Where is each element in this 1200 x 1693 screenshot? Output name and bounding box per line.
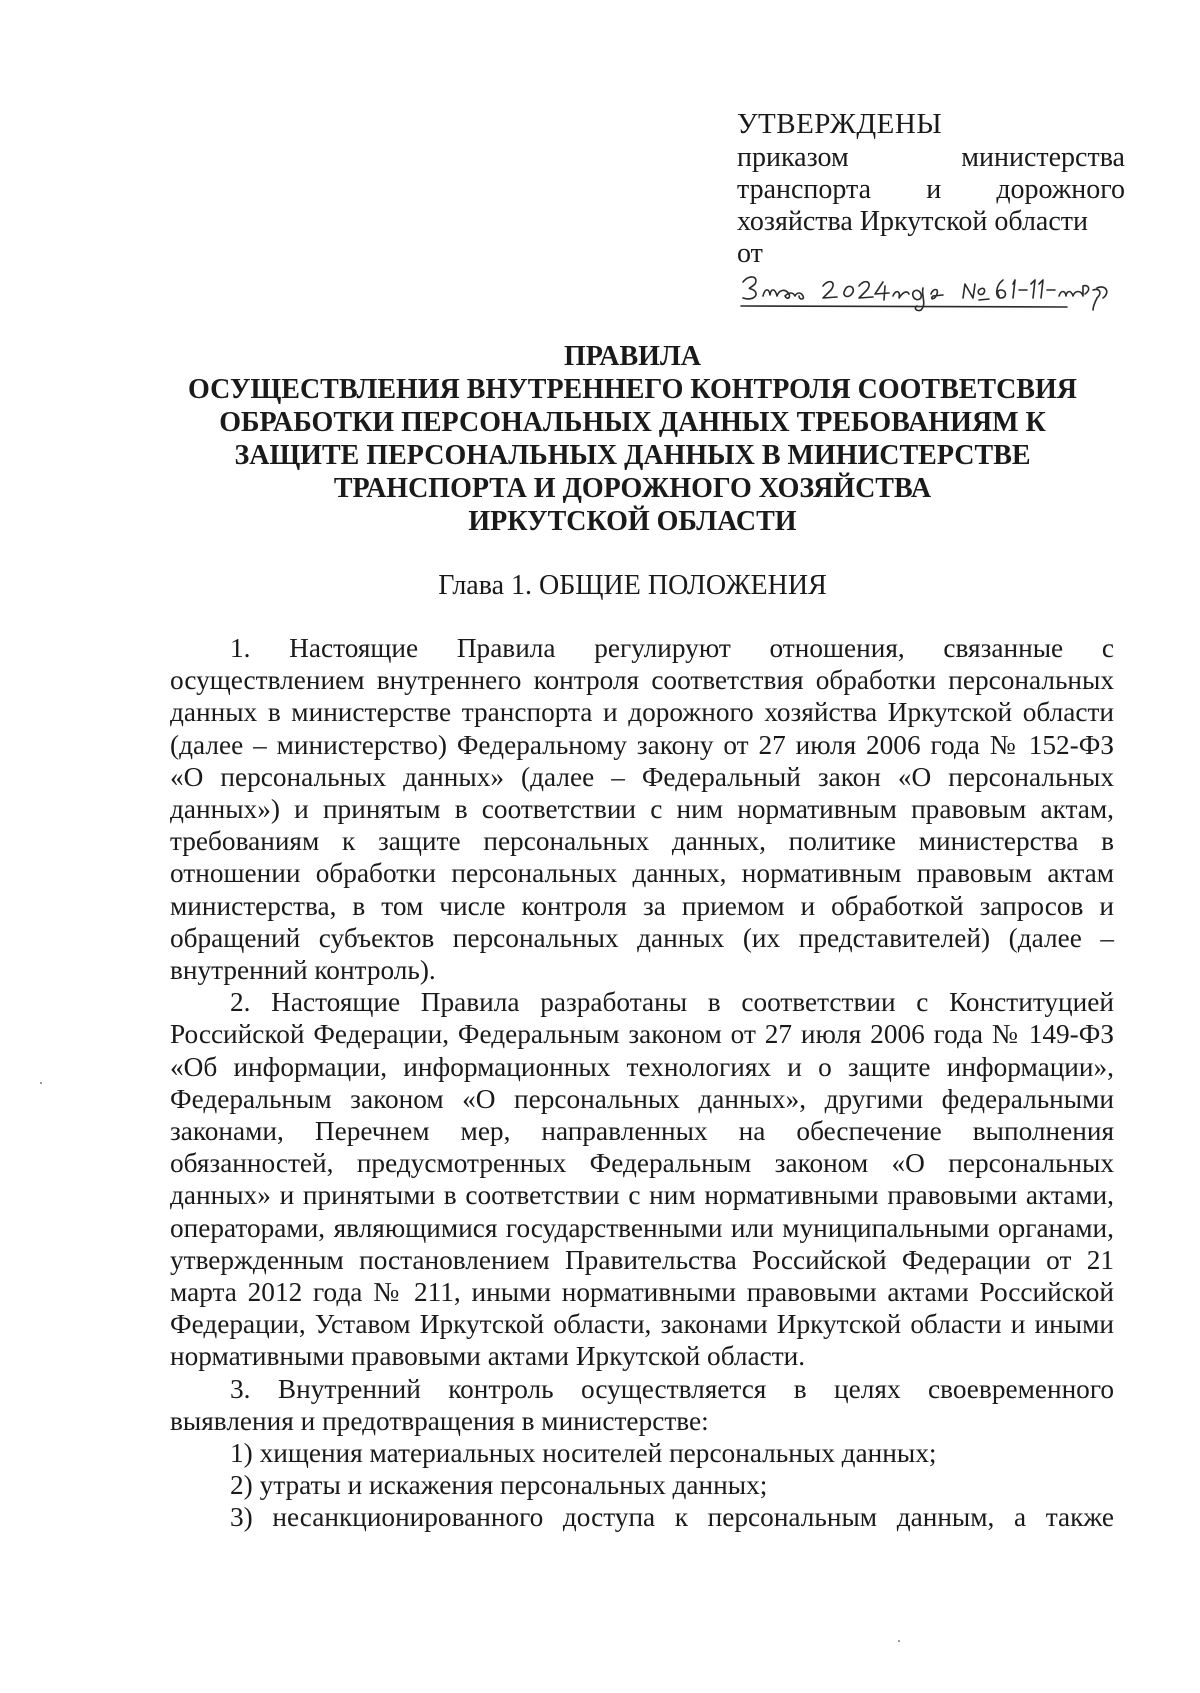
approval-word: и xyxy=(926,174,942,205)
title-line: ИРКУТСКОЙ ОБЛАСТИ xyxy=(468,506,797,537)
paragraph-1: 1. Настоящие Правила регулируют отношения, связанные с осуществлением внутреннего контроля соответствия обработки персональных данных в министерстве транспорта и дорожного хозяйства Иркутской области (далее – министерство) Федеральному закону от 27 июля 2006 года № 152-ФЗ «О персональных данных» (далее – Федеральный закон «О персональных данных») и принятым в соответствии с ним нормативным правовым актам, требованиям к защите персональных данных, политике министерства в отношении обработки персональных данных, нормативным правовым актам министерства, в том числе контроля за приемом и обработкой запросов и обращений субъектов персональных данных (их представителей) (далее – внутренний контроль). xyxy=(170,633,1114,986)
approval-word: приказом xyxy=(737,142,849,173)
paragraph-2: 2. Настоящие Правила разработаны в соответствии с Конституцией Российской Федерации, Федеральным законом от 27 июля 2006 года № 149-ФЗ «Об информации, информационных технологиях и о защите информации», Федеральным законом «О персональных данных», другими федеральными законами, Перечнем мер, направленных на обеспечение выполнения обязанностей, предусмотренных Федеральным законом «О персональных данных» и принятыми в соответствии с ним нормативными правовыми актами, операторами, являющимися государственными или муниципальными органами, утвержденным постановлением Правительства Российской Федерации от 21 марта 2012 года № 211, иными нормативными правовыми актами Российской Федерации, Уставом Иркутской области, законами Иркутской области и иными нормативными правовыми актами Иркутской области. xyxy=(170,987,1114,1372)
approval-line-3: хозяйства Иркутской области xyxy=(737,206,1088,237)
approval-title: УТВЕРЖДЕНЫ xyxy=(737,108,943,140)
approval-line-2 xyxy=(737,174,1125,206)
approval-line-1 xyxy=(737,142,1125,174)
handwriting-graphic xyxy=(737,268,1137,314)
list-item-2: 2) утраты и искажения персональных данных; xyxy=(230,1470,768,1501)
title-line: ПРАВИЛА xyxy=(563,341,702,372)
approval-block xyxy=(737,108,1125,270)
document-title xyxy=(170,340,1095,538)
paragraph-3: 3. Внутренний контроль осуществляется в целях своевременного выявления и предотвращения в министерстве: xyxy=(170,1373,1114,1436)
title-line: ОСУЩЕСТВЛЕНИЯ ВНУТРЕННЕГО КОНТРОЛЯ СООТВЕТСВИЯ xyxy=(188,374,1077,405)
title-line: ТРАНСПОРТА И ДОРОЖНОГО ХОЗЯЙСТВА xyxy=(333,473,932,504)
title-line: ЗАЩИТЕ ПЕРСОНАЛЬНЫХ ДАННЫХ В МИНИСТЕРСТВЕ xyxy=(234,440,1031,471)
list-item-3: 3) несанкционированного доступа к персональным данным, а также xyxy=(230,1502,1114,1533)
approval-line-4: от xyxy=(737,238,763,269)
document-body xyxy=(170,632,1114,1534)
title-line: ОБРАБОТКИ ПЕРСОНАЛЬНЫХ ДАННЫХ ТРЕБОВАНИЯМ К xyxy=(219,407,1046,438)
scan-speck xyxy=(40,1082,42,1084)
chapter-heading: Глава 1. ОБЩИЕ ПОЛОЖЕНИЯ xyxy=(438,570,827,601)
scan-speck xyxy=(898,1640,900,1642)
list-item-1: 1) хищения материальных носителей персональных данных; xyxy=(230,1438,937,1469)
handwritten-date-signature xyxy=(737,268,1137,314)
approval-word: дорожного xyxy=(996,174,1125,205)
approval-word: министерства xyxy=(961,142,1125,173)
approval-word: транспорта xyxy=(737,174,872,205)
